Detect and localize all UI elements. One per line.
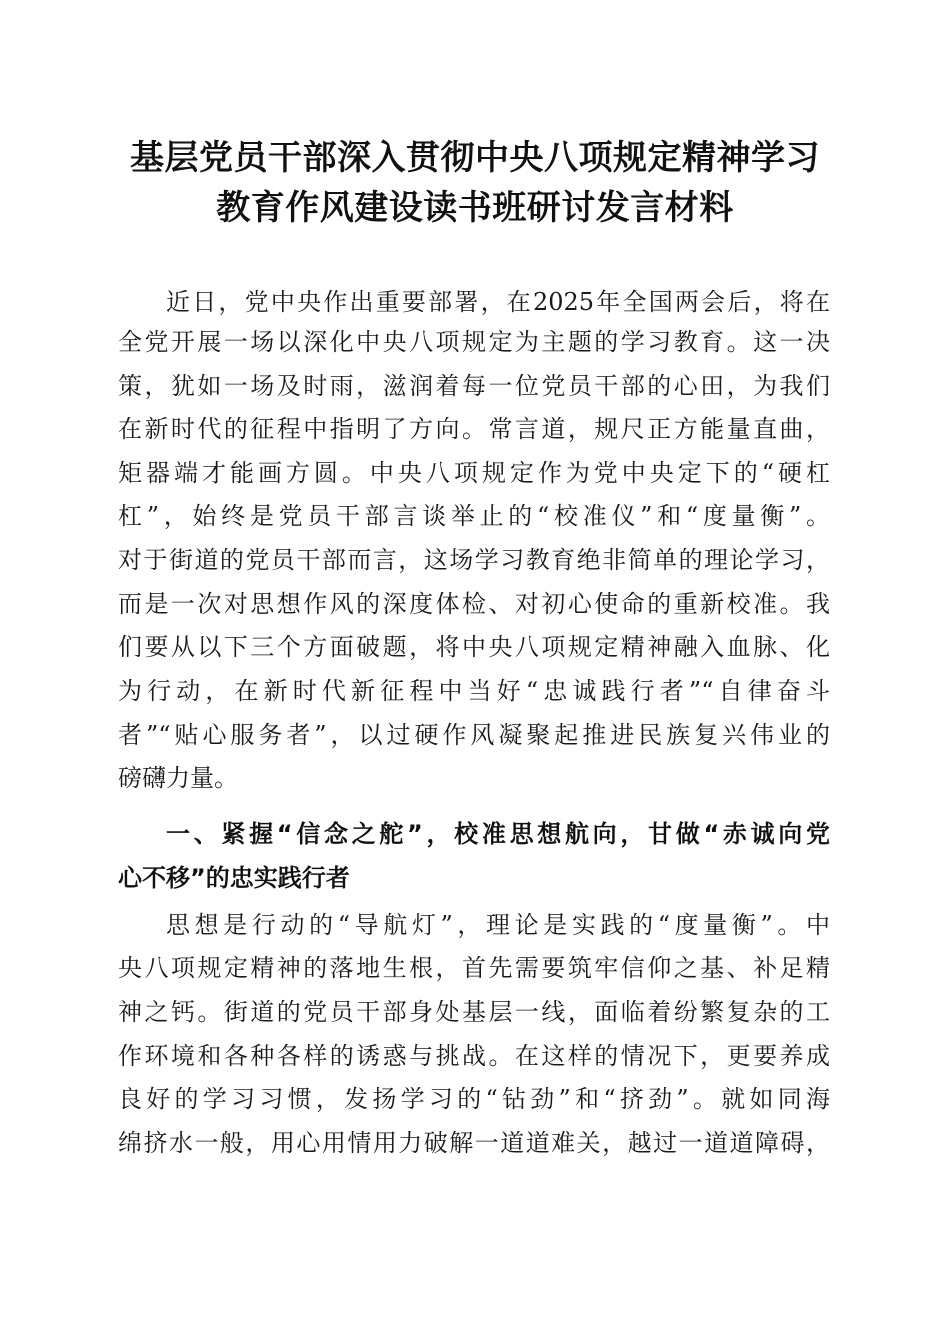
paragraph-2-line: 作环境和各种各样的诱惑与挑战。在这样的情况下，更要养成 [118, 1042, 830, 1070]
paragraph-2-line: 良好的学习习惯，发扬学习的“钻劲”和“挤劲”。就如同海 [118, 1085, 830, 1113]
paragraph-1-line: 对于街道的党员干部而言，这场学习教育绝非简单的理论学习， [118, 546, 830, 574]
paragraph-1-line: 近日，党中央作出重要部署，在2025年全国两会后，将在 [166, 288, 830, 316]
section-heading-1-line: 一、紧握“信念之舵”，校准思想航向，甘做“赤诚向党 [166, 820, 830, 848]
paragraph-1-line: 为行动，在新时代新征程中当好“忠诚践行者”“自律奋斗 [118, 677, 830, 705]
paragraph-1-line: 策，犹如一场及时雨，滋润着每一位党员干部的心田，为我们 [118, 372, 830, 400]
paragraph-1-line: 杠”，始终是党员干部言谈举止的“校准仪”和“度量衡”。 [118, 502, 830, 530]
document-title-line-1: 基层党员干部深入贯彻中央八项规定精神学习 [130, 138, 820, 178]
paragraph-2-line: 思想是行动的“导航灯”，理论是实践的“度量衡”。中 [166, 911, 830, 939]
document-title-line-2: 教育作风建设读书班研讨发言材料 [216, 188, 734, 228]
paragraph-2-line: 神之钙。街道的党员干部身处基层一线，面临着纷繁复杂的工 [118, 998, 830, 1026]
paragraph-1-line: 者”“贴心服务者”，以过硬作风凝聚起推进民族复兴伟业的 [118, 721, 830, 749]
section-heading-1-line: 心不移”的忠实践行者 [118, 864, 350, 892]
paragraph-1-line: 全党开展一场以深化中央八项规定为主题的学习教育。这一决 [118, 328, 830, 356]
paragraph-2-line: 央八项规定精神的落地生根，首先需要筑牢信仰之基、补足精 [118, 954, 830, 982]
paragraph-1-line: 而是一次对思想作风的深度体检、对初心使命的重新校准。我 [118, 590, 830, 618]
paragraph-1-line: 在新时代的征程中指明了方向。常言道，规尺正方能量直曲， [118, 415, 830, 443]
paragraph-2-line: 绵挤水一般，用心用情用力破解一道道难关，越过一道道障碍， [118, 1129, 830, 1157]
paragraph-1-line: 磅礴力量。 [118, 764, 238, 792]
paragraph-1-line: 矩器端才能画方圆。中央八项规定作为党中央定下的“硬杠 [118, 459, 830, 487]
paragraph-1-line: 们要从以下三个方面破题，将中央八项规定精神融入血脉、化 [118, 633, 830, 661]
